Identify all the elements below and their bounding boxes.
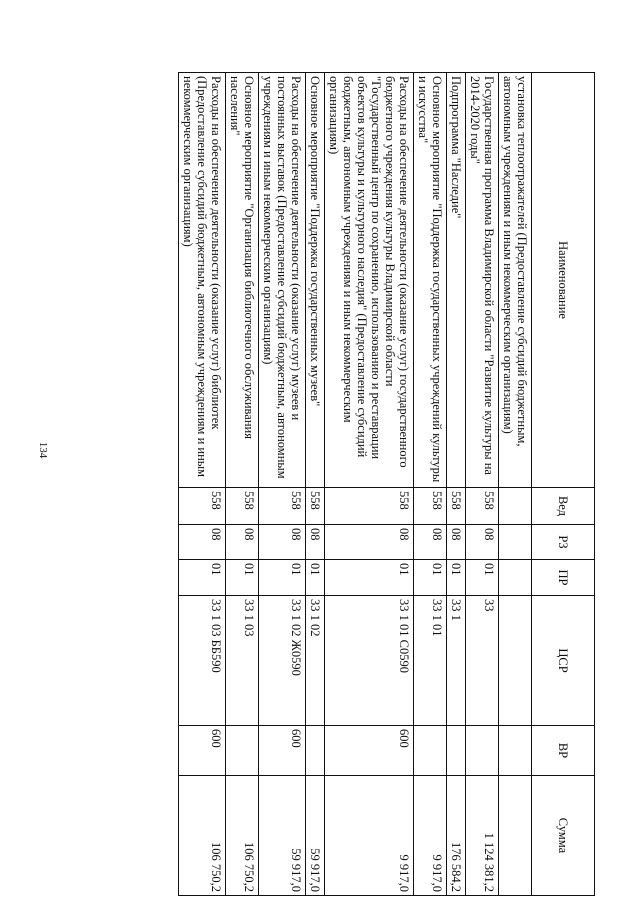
rotated-page-content [178,72,595,895]
cell-vr [447,726,466,776]
cell-rz: 08 [466,525,499,560]
cell-vr [414,726,447,776]
table-row [259,73,306,896]
cell-csr: 33 1 03 [226,596,259,726]
cell-rz [499,525,532,560]
cell-pr: 01 [447,560,466,596]
cell-sum [499,776,532,896]
header-rz: РЗ [532,525,595,560]
cell-pr: 01 [179,560,226,596]
cell-sum: 59 917,0 [259,776,306,896]
cell-csr: 33 1 01 С0590 [325,596,414,726]
cell-csr: 33 1 01 [414,596,447,726]
cell-ved: 558 [466,488,499,525]
cell-name: установка теплоотражателей (Предоставление субсидий бюджетным, автономным учреждениям и иным некоммерческим организациям) [499,73,532,488]
cell-name: Подпрограмма "Наследие" [447,73,466,488]
cell-pr: 01 [306,560,325,596]
cell-sum: 9 917,0 [325,776,414,896]
cell-ved: 558 [325,488,414,525]
cell-rz: 08 [325,525,414,560]
cell-vr [466,726,499,776]
cell-csr: 33 1 03 ББ590 [179,596,226,726]
cell-pr: 01 [259,560,306,596]
cell-sum: 9 917,0 [414,776,447,896]
cell-csr: 33 1 02 [306,596,325,726]
cell-ved: 558 [179,488,226,525]
cell-sum: 106 750,2 [179,776,226,896]
cell-ved: 558 [414,488,447,525]
budget-table [178,72,595,896]
table-row [325,73,414,896]
cell-ved: 558 [226,488,259,525]
cell-name: Основное мероприятие "Организация библиотечного обслуживания населения" [226,73,259,488]
table-row [306,73,325,896]
header-sum: Сумма [532,776,595,896]
table-row [499,73,532,896]
cell-name: Основное мероприятие "Поддержка государственных музеев" [306,73,325,488]
table-row [447,73,466,896]
cell-vr: 600 [325,726,414,776]
cell-sum: 106 750,2 [226,776,259,896]
table-header-row [532,73,595,896]
cell-vr: 600 [179,726,226,776]
cell-rz: 08 [179,525,226,560]
cell-vr [306,726,325,776]
table-row [414,73,447,896]
cell-pr [499,560,532,596]
cell-sum: 1 124 381,2 [466,776,499,896]
header-name: Наименование [532,73,595,488]
cell-name: Расходы на обеспечение деятельности (оказание услуг) государственного бюджетного учреждения культуры Владимирской области "Государственный центр по сохранению, использованию и реставрации объектов культуры и культурного наследия" (Предоставление субсидий бюджетным, автономным учреждениям и иным некоммерческим организациям) [325,73,414,488]
cell-name: Государственная программа Владимирской области "Развитие культуры на 2014-2020 годы" [466,73,499,488]
cell-ved: 558 [447,488,466,525]
cell-csr: 33 [466,596,499,726]
table-row [226,73,259,896]
cell-name: Основное мероприятие "Поддержка государственных учреждений культуры и искусства" [414,73,447,488]
header-csr: ЦСР [532,596,595,726]
cell-csr: 33 1 [447,596,466,726]
cell-sum: 59 917,0 [306,776,325,896]
cell-vr [499,726,532,776]
cell-name: Расходы на обеспечение деятельности (оказание услуг) музеев и постоянных выставок (Предоставление субсидий бюджетным, автономным учреждениям и иным некоммерческим организациям) [259,73,306,488]
cell-ved [499,488,532,525]
cell-pr: 01 [414,560,447,596]
cell-rz: 08 [226,525,259,560]
cell-pr: 01 [325,560,414,596]
cell-pr: 01 [466,560,499,596]
cell-vr: 600 [259,726,306,776]
cell-ved: 558 [306,488,325,525]
header-vr: ВР [532,726,595,776]
cell-ved: 558 [259,488,306,525]
cell-rz: 08 [259,525,306,560]
header-pr: ПР [532,560,595,596]
cell-csr: 33 1 02 Ж0590 [259,596,306,726]
table-row [466,73,499,896]
table-row [179,73,226,896]
cell-rz: 08 [447,525,466,560]
cell-csr [499,596,532,726]
page-number: 134 [37,441,49,459]
cell-rz: 08 [414,525,447,560]
cell-pr: 01 [226,560,259,596]
cell-rz: 08 [306,525,325,560]
header-ved: Вед [532,488,595,525]
cell-sum: 176 584,2 [447,776,466,896]
cell-vr [226,726,259,776]
cell-name: Расходы на обеспечение деятельности (оказание услуг) библиотек (Предоставление субсидий бюджетным, автономным учреждениям и иным некоммерческим организациям) [179,73,226,488]
